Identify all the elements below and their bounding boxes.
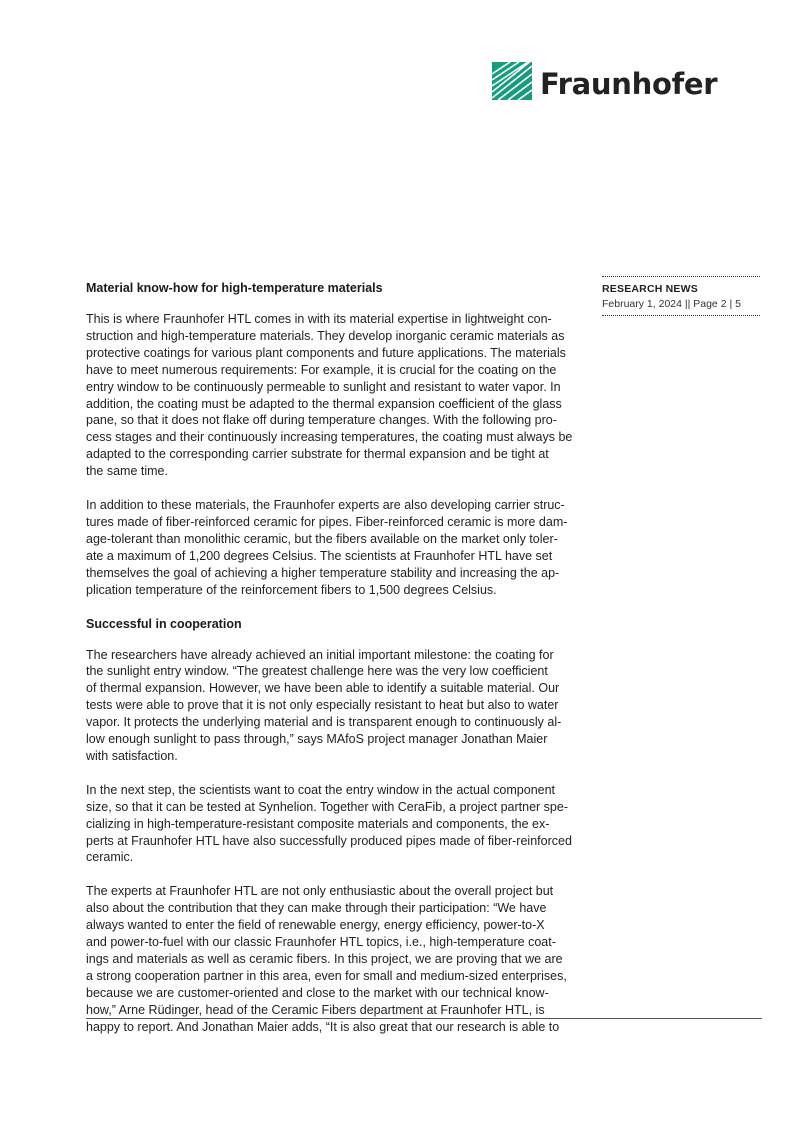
text-line: a strong cooperation partner in this area, even for small and medium-sized enterprises, — [86, 968, 567, 983]
fraunhofer-logo-mark-icon — [492, 62, 532, 100]
text-line: of thermal expansion. However, we have been able to identify a suitable material. Our — [86, 681, 560, 696]
text-line: low enough sunlight to pass through,” says MAfoS project manager Jonathan Maier — [86, 732, 548, 747]
text-line: struction and high-temperature materials. They develop inorganic ceramic materials as — [86, 328, 565, 343]
article-body — [86, 280, 594, 1053]
text-line: because we are customer-oriented and close to the market with our technical know- — [86, 985, 549, 1000]
text-line: tures made of fiber-reinforced ceramic for pipes. Fiber-reinforced ceramic is more dam- — [86, 514, 568, 529]
text-line: tests were able to prove that it is not only especially resistant to heat but also to water — [86, 698, 559, 713]
text-line: always wanted to enter the field of renewable energy, energy efficiency, power-to-X — [86, 918, 545, 933]
section-heading-material: Material know-how for high-temperature materials — [86, 281, 383, 295]
text-line: pane, so that it does not flake off during temperature changes. With the following pro- — [86, 413, 557, 428]
paragraph — [86, 782, 594, 867]
text-line: happy to report. And Jonathan Maier adds, “It is also great that our research is able to — [86, 1019, 560, 1034]
text-line: entry window to be continuously permeable to sunlight and resistant to water vapor. In — [86, 379, 561, 394]
text-line: ceramic. — [86, 850, 134, 865]
sidebar-info — [602, 276, 760, 316]
bottom-dotted-divider — [602, 315, 760, 316]
paragraph — [86, 497, 594, 598]
text-line: ings and materials as well as ceramic fibers. In this project, we are proving that we are — [86, 952, 563, 966]
paragraph — [86, 647, 594, 765]
text-line: ate a maximum of 1,200 degrees Celsius. The scientists at Fraunhofer HTL have set — [86, 548, 553, 563]
text-line: also about the contribution that they can make through their participation: “We have — [86, 901, 547, 916]
text-line: the same time. — [86, 464, 168, 479]
date-page-info: February 1, 2024 || Page 2 | 5 — [602, 298, 741, 310]
section-heading-cooperation: Successful in cooperation — [86, 616, 242, 631]
text-line: perts at Fraunhofer HTL have also successfully produced pipes made of fiber-reinforced — [86, 833, 572, 848]
text-line: with satisfaction. — [86, 748, 178, 763]
text-line: themselves the goal of achieving a higher temperature stability and increasing the ap- — [86, 565, 560, 580]
text-line: The researchers have already achieved an initial important milestone: the coating for — [86, 647, 554, 662]
text-line: have to meet numerous requirements: For example, it is crucial for the coating on the — [86, 362, 557, 377]
top-dotted-divider — [602, 276, 760, 277]
fraunhofer-wordmark: Fraunhofer — [540, 67, 718, 101]
text-line: size, so that it can be tested at Synhelion. Together with CeraFib, a project partner spe- — [86, 799, 568, 814]
text-line: cializing in high-temperature-resistant composite materials and components, the ex- — [86, 816, 550, 831]
text-line: The experts at Fraunhofer HTL are not only enthusiastic about the overall project but — [86, 884, 554, 899]
text-line: age-tolerant than monolithic ceramic, but the fibers available on the market only toler- — [86, 531, 558, 546]
text-line: addition, the coating must be adapted to the thermal expansion coefficient of the glass — [86, 396, 562, 411]
research-news-label: RESEARCH NEWS — [602, 283, 698, 295]
text-line: In addition to these materials, the Fraunhofer experts are also developing carrier struc- — [86, 498, 565, 513]
text-line: how,” Arne Rüdinger, head of the Ceramic Fibers department at Fraunhofer HTL, is — [86, 1002, 545, 1017]
text-line: cess stages and their continuously increasing temperatures, the coating must always be — [86, 430, 573, 445]
fraunhofer-logo — [492, 62, 724, 104]
text-line: protective coatings for various plant components and future applications. The materials — [86, 345, 566, 360]
text-line: and power-to-fuel with our classic Fraunhofer HTL topics, i.e., high-temperature coat- — [86, 935, 556, 950]
text-line: adapted to the corresponding carrier substrate for thermal expansion and be tight at — [86, 447, 549, 462]
text-line: the sunlight entry window. “The greatest challenge here was the very low coefficient — [86, 664, 548, 679]
paragraph — [86, 311, 594, 480]
text-line: plication temperature of the reinforcement fibers to 1,500 degrees Celsius. — [86, 582, 497, 597]
paragraph — [86, 883, 594, 1035]
footer-divider — [86, 1018, 762, 1019]
text-line: vapor. It protects the underlying material and is transparent enough to continuously al- — [86, 715, 562, 730]
text-line: This is where Fraunhofer HTL comes in with its material expertise in lightweight con- — [86, 312, 552, 326]
text-line: In the next step, the scientists want to coat the entry window in the actual component — [86, 782, 556, 797]
